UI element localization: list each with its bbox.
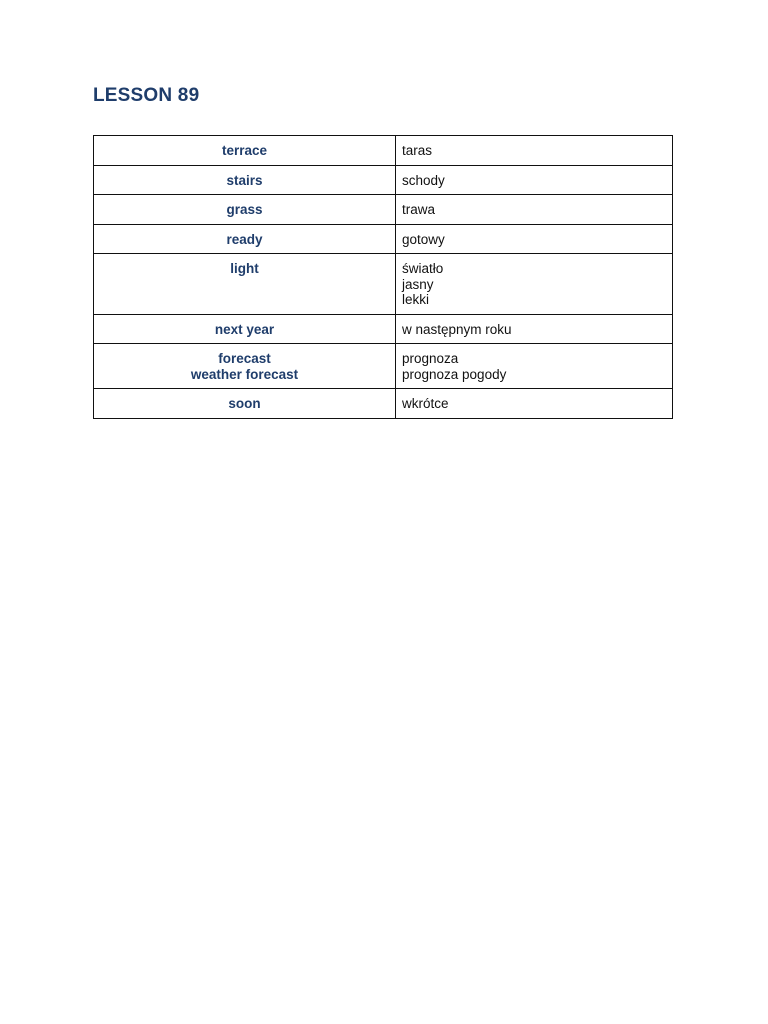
english-term: weather forecast bbox=[190, 366, 299, 382]
polish-translation-cell bbox=[396, 254, 673, 315]
polish-translation: schody bbox=[402, 172, 445, 188]
polish-translation: lekki bbox=[402, 292, 430, 307]
english-term-cell bbox=[94, 314, 396, 344]
english-term: forecast bbox=[218, 351, 271, 366]
polish-translation: trawa bbox=[402, 202, 436, 217]
english-term: light bbox=[230, 261, 259, 276]
lesson-title: LESSON 89 bbox=[93, 85, 200, 106]
english-term-cell bbox=[94, 389, 396, 419]
english-term: stairs bbox=[226, 172, 263, 188]
table-row bbox=[94, 165, 673, 195]
table-row bbox=[94, 389, 673, 419]
table-row bbox=[94, 314, 673, 344]
english-term: grass bbox=[226, 202, 263, 217]
english-term: terrace bbox=[221, 143, 268, 158]
english-term-cell bbox=[94, 344, 396, 389]
table-row bbox=[94, 136, 673, 166]
table-row bbox=[94, 195, 673, 225]
vocabulary-table bbox=[93, 135, 673, 419]
polish-translation: prognoza pogody bbox=[402, 366, 507, 382]
english-term-cell bbox=[94, 254, 396, 315]
english-term-cell bbox=[94, 136, 396, 166]
polish-translation: światło bbox=[402, 261, 444, 276]
polish-translation-cell bbox=[396, 314, 673, 344]
english-term-cell bbox=[94, 224, 396, 254]
polish-translation-cell bbox=[396, 195, 673, 225]
polish-translation-cell bbox=[396, 165, 673, 195]
polish-translation: gotowy bbox=[402, 231, 445, 247]
english-term: soon bbox=[228, 396, 261, 411]
polish-translation: jasny bbox=[402, 276, 434, 292]
polish-translation: wkrótce bbox=[402, 396, 449, 411]
polish-translation: w następnym roku bbox=[402, 321, 512, 337]
polish-translation-cell bbox=[396, 136, 673, 166]
polish-translation-cell bbox=[396, 224, 673, 254]
polish-translation: taras bbox=[402, 143, 433, 158]
english-term-cell bbox=[94, 165, 396, 195]
english-term: ready bbox=[226, 231, 263, 247]
table-row bbox=[94, 344, 673, 389]
polish-translation: prognoza bbox=[402, 351, 459, 366]
polish-translation-cell bbox=[396, 389, 673, 419]
table-row bbox=[94, 254, 673, 315]
table-row bbox=[94, 224, 673, 254]
english-term-cell bbox=[94, 195, 396, 225]
polish-translation-cell bbox=[396, 344, 673, 389]
english-term: next year bbox=[214, 321, 275, 337]
